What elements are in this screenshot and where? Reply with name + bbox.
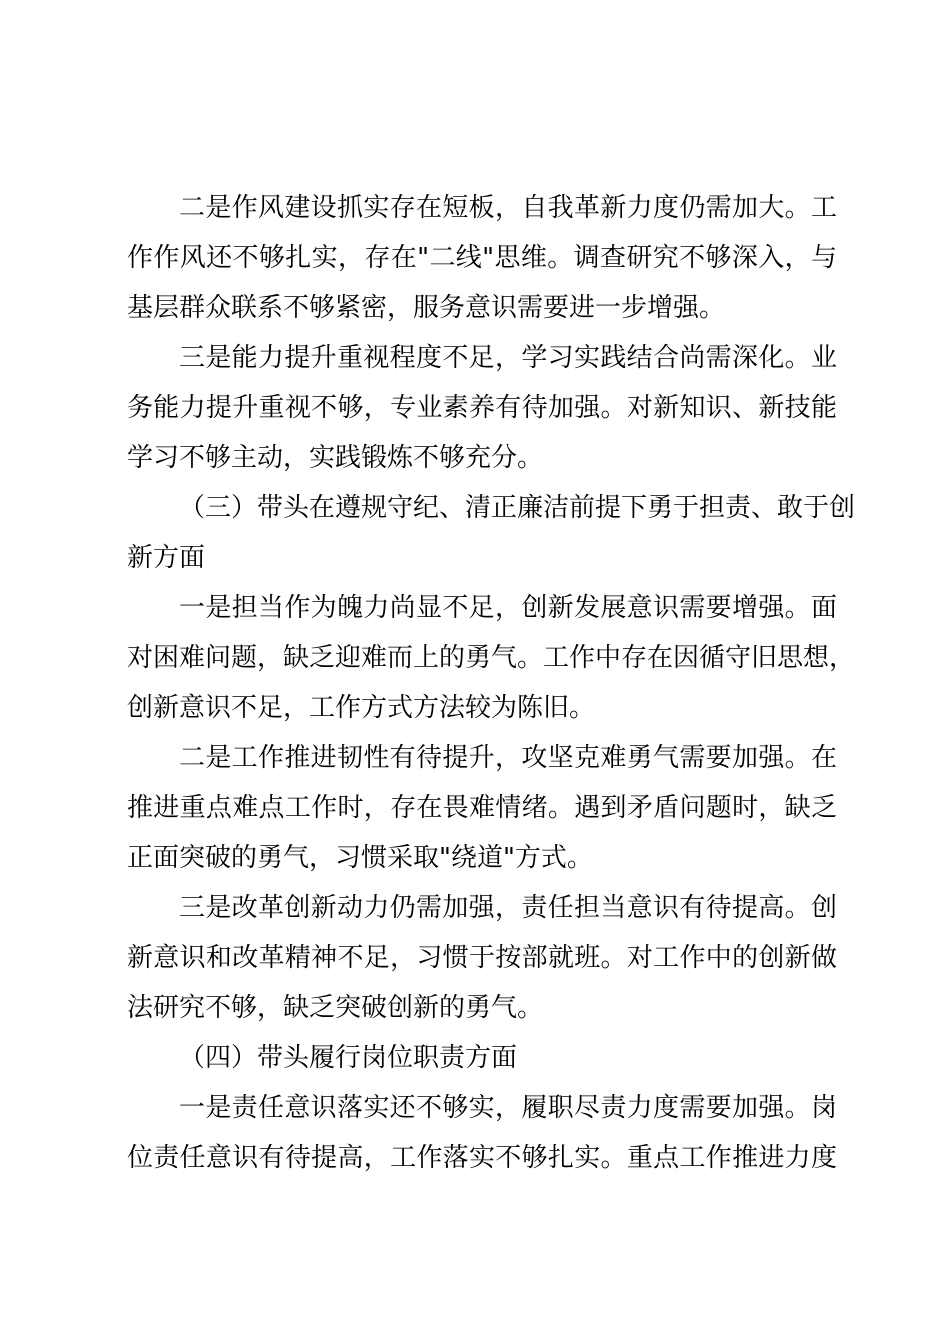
text-line: 对困难问题，缺乏迎难而上的勇气。工作中存在因循守旧思想， <box>127 643 856 673</box>
text-line: 学习不够主动，实践锻炼不够充分。 <box>127 443 544 473</box>
text-line: 二是作风建设抓实存在短板，自我革新力度仍需加大。工 <box>179 193 837 223</box>
text-line: 三是能力提升重视程度不足，学习实践结合尚需深化。业 <box>179 343 837 373</box>
text-line: 位责任意识有待提高，工作落实不够扎实。重点工作推进力度 <box>127 1143 837 1173</box>
text-line: 推进重点难点工作时，存在畏难情绪。遇到矛盾问题时，缺乏 <box>127 793 837 823</box>
document-body <box>127 183 856 1183</box>
text-line: 三是改革创新动力仍需加强，责任担当意识有待提高。创 <box>179 893 837 923</box>
text-line: 一是担当作为魄力尚显不足，创新发展意识需要增强。面 <box>179 593 837 623</box>
text-line: 基层群众联系不够紧密，服务意识需要进一步增强。 <box>127 293 726 323</box>
text-line: 正面突破的勇气，习惯采取"绕道"方式。 <box>127 843 593 873</box>
text-line: 新意识和改革精神不足，习惯于按部就班。对工作中的创新做 <box>127 943 837 973</box>
text-line: 务能力提升重视不够，专业素养有待加强。对新知识、新技能 <box>127 393 837 423</box>
text-line: 一是责任意识落实还不够实，履职尽责力度需要加强。岗 <box>179 1093 837 1123</box>
text-line: 二是工作推进韧性有待提升，攻坚克难勇气需要加强。在 <box>179 743 837 773</box>
text-line: 创新意识不足，工作方式方法较为陈旧。 <box>127 693 596 723</box>
text-line: 作作风还不够扎实，存在"二线"思维。调查研究不够深入，与 <box>127 243 837 273</box>
text-line: 法研究不够，缺乏突破创新的勇气。 <box>127 993 544 1023</box>
section-heading: （三）带头在遵规守纪、清正廉洁前提下勇于担责、敢于创 <box>179 493 856 523</box>
section-heading: （四）带头履行岗位职责方面 <box>179 1043 518 1073</box>
section-heading: 新方面 <box>127 543 206 573</box>
